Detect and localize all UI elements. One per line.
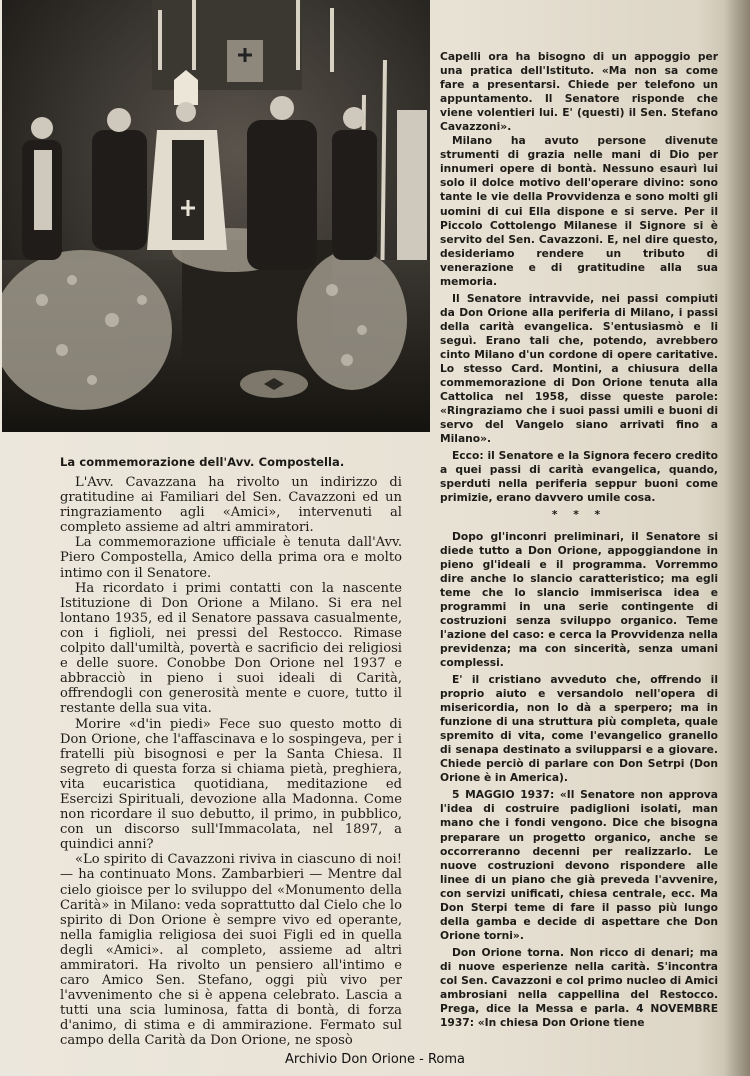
- paragraph: 5 MAGGIO 1937: «Il Senatore non approva l'idea di costruire padiglioni isolati, man mano che i fondi vengono. Dice che bisogna preparare un progetto organico, anche se occorreranno decenni per realizzarlo. Le nuove costruzioni devono rispondere alle linee di un piano che già preveda l'avvenire, con servizi unificati, chiesa centrale, ecc. Ma Don Sterpi teme di fare il passo più lungo della gamba e decide di aspettare che Don Orione torni».: [440, 788, 718, 942]
- paragraph: Don Orione torna. Non ricco di denari; ma di nuove esperienze nella carità. S'incontra col Sen. Cavazzoni e col primo nucleo di Amici ambrosiani nella cappellina del Restocco. Prega, dice la Messa e parla. 4 NOVEMBRE 1937: «In chiesa Don Orione tiene: [440, 945, 718, 1030]
- ceremony-photo: [2, 0, 430, 432]
- page-edge-shadow: [724, 0, 750, 1076]
- paragraph: Milano ha avuto persone divenute strumenti di grazia nelle mani di Dio per innumeri opere di bontà. Nessuno esaurì lui solo il dolce motivo dell'operare divino: sono tante le vie della Provvidenza e sono molti gli uomini di cui Ella dispone e si serve. Per il Piccolo Cottolengo Milanese il Signore si è servito del Sen. Cavazzoni. E, nel dire questo, desideriamo rendere un tributo di venerazione e di gratitudine alla sua memoria.: [440, 134, 718, 288]
- left-column: [60, 475, 402, 1049]
- paragraph: L'Avv. Cavazzana ha rivolto un indirizzo di gratitudine ai Familiari del Sen. Cavazzoni ed un ringraziamento agli «Amici», intervenuti al completo assieme ad altri ammiratori.: [60, 475, 402, 536]
- section-separator: * * *: [551, 507, 607, 521]
- paragraph: Dopo gl'inconri preliminari, il Senatore si diede tutto a Don Orione, appoggiandone in pieno gl'ideali e il programma. Vorremmo dire anche lo slancio caratteristico; ma egli teme che lo slancio immiserisca idea e programmi in una serie contingente di costruzioni senza sviluppo organico. Teme l'azione del caso: e cerca la Provvidenza nella previdenza; ma con sincerità, senza umani complessi.: [440, 529, 718, 669]
- paragraph: Ha ricordato i primi contatti con la nascente Istituzione di Don Orione a Milano. Si era nel lontano 1935, ed il Senatore passava casualmente, con i figlioli, nei pressi del Restocco. Rimase colpito dall'umiltà, povertà e sacrificio dei religiosi e delle suore. Conobbe Don Orione nel 1937 e abbracciò in pieno i suoi ideali di Carità, offrendogli con generosità mente e cuore, tutto il restante della sua vita.: [60, 580, 402, 717]
- archive-footer: Archivio Don Orione - Roma: [284, 1052, 466, 1067]
- photo-caption: La commemorazione dell'Avv. Compostella.: [60, 455, 345, 469]
- paragraph: Il Senatore intravvide, nei passi compiuti da Don Orione alla periferia di Milano, i passi della carità evangelica. S'entusiasmò e li seguì. Erano tali che, potendo, avrebbero cinto Milano d'un cordone di opere caritative. Lo stesso Card. Montini, a chiusura della commemorazione di Don Orione tenuta alla Cattolica nel 1958, disse queste parole: «Ringraziamo che i suoi passi umili e buoni di servo del Vangelo siano arrivati fino a Milano».: [440, 291, 718, 446]
- right-column: [440, 50, 718, 1030]
- paragraph: E' il cristiano avveduto che, offrendo il proprio aiuto e versandolo nell'opera di misericordia, non lo dà a sperpero; ma in funzione di una struttura più completa, quale spremito di vita, come l'evangelico granello di senapa destinato a svilupparsi e a giovare. Chiede perciò di parlare con Don Setrpi (Don Orione è in America).: [440, 673, 718, 785]
- paragraph: Ecco: il Senatore e la Signora fecero credito a quei passi di carità evangelica, quando, sperduti nella periferia seppur buoni come primizie, erano davvero umile cosa.: [440, 449, 718, 505]
- paragraph: La commemorazione ufficiale è tenuta dall'Avv. Piero Compostella, Amico della prima ora e molto intimo con il Senatore.: [60, 535, 402, 581]
- paragraph: «Lo spirito di Cavazzoni riviva in ciascuno di noi! — ha continuato Mons. Zambarbieri — Mentre dal cielo gioisce per lo sviluppo del «Monumento della Carità» in Milano: veda soprattutto dal Cielo che lo spirito di Don Orione è sempre vivo ed operante, nella famiglia religiosa dei suoi Figli ed in quella degli «Amici». al completo, assieme ad altri ammiratori. Ha rivolto un pensiero all'intimo e caro Amico Sen. Stefano, oggi più vivo per l'avvenimento che si è appena celebrato. Lascia a tutti una scia luminosa, fatta di bontà, di forza d'animo, di stima e di ammirazione. Fermato sul campo della Carità da Don Orione, ne sposò: [60, 852, 402, 1049]
- paragraph: Morire «d'in piedi» Fece suo questo motto di Don Orione, che l'affascinava e lo sospingeva, per i fratelli più bisognosi e per la Santa Chiesa. Il segreto di questa forza si chiama pietà, preghiera, vita eucaristica quotidiana, meditazione ed Esercizi Spirituali, devozione alla Madonna. Come non ricordare il suo debutto, il primo, in pubblico, con un discorso sull'Immacolata, nel 1897, a quindici anni?: [60, 716, 402, 853]
- paragraph: Capelli ora ha bisogno di un appoggio per una pratica dell'Istituto. «Ma non sa come fare a presentarsi. Chiede per telefono un appuntamento. Il Senatore risponde che viene volentieri lui. E' (questi) il Sen. Stefano Cavazzoni».: [440, 50, 718, 134]
